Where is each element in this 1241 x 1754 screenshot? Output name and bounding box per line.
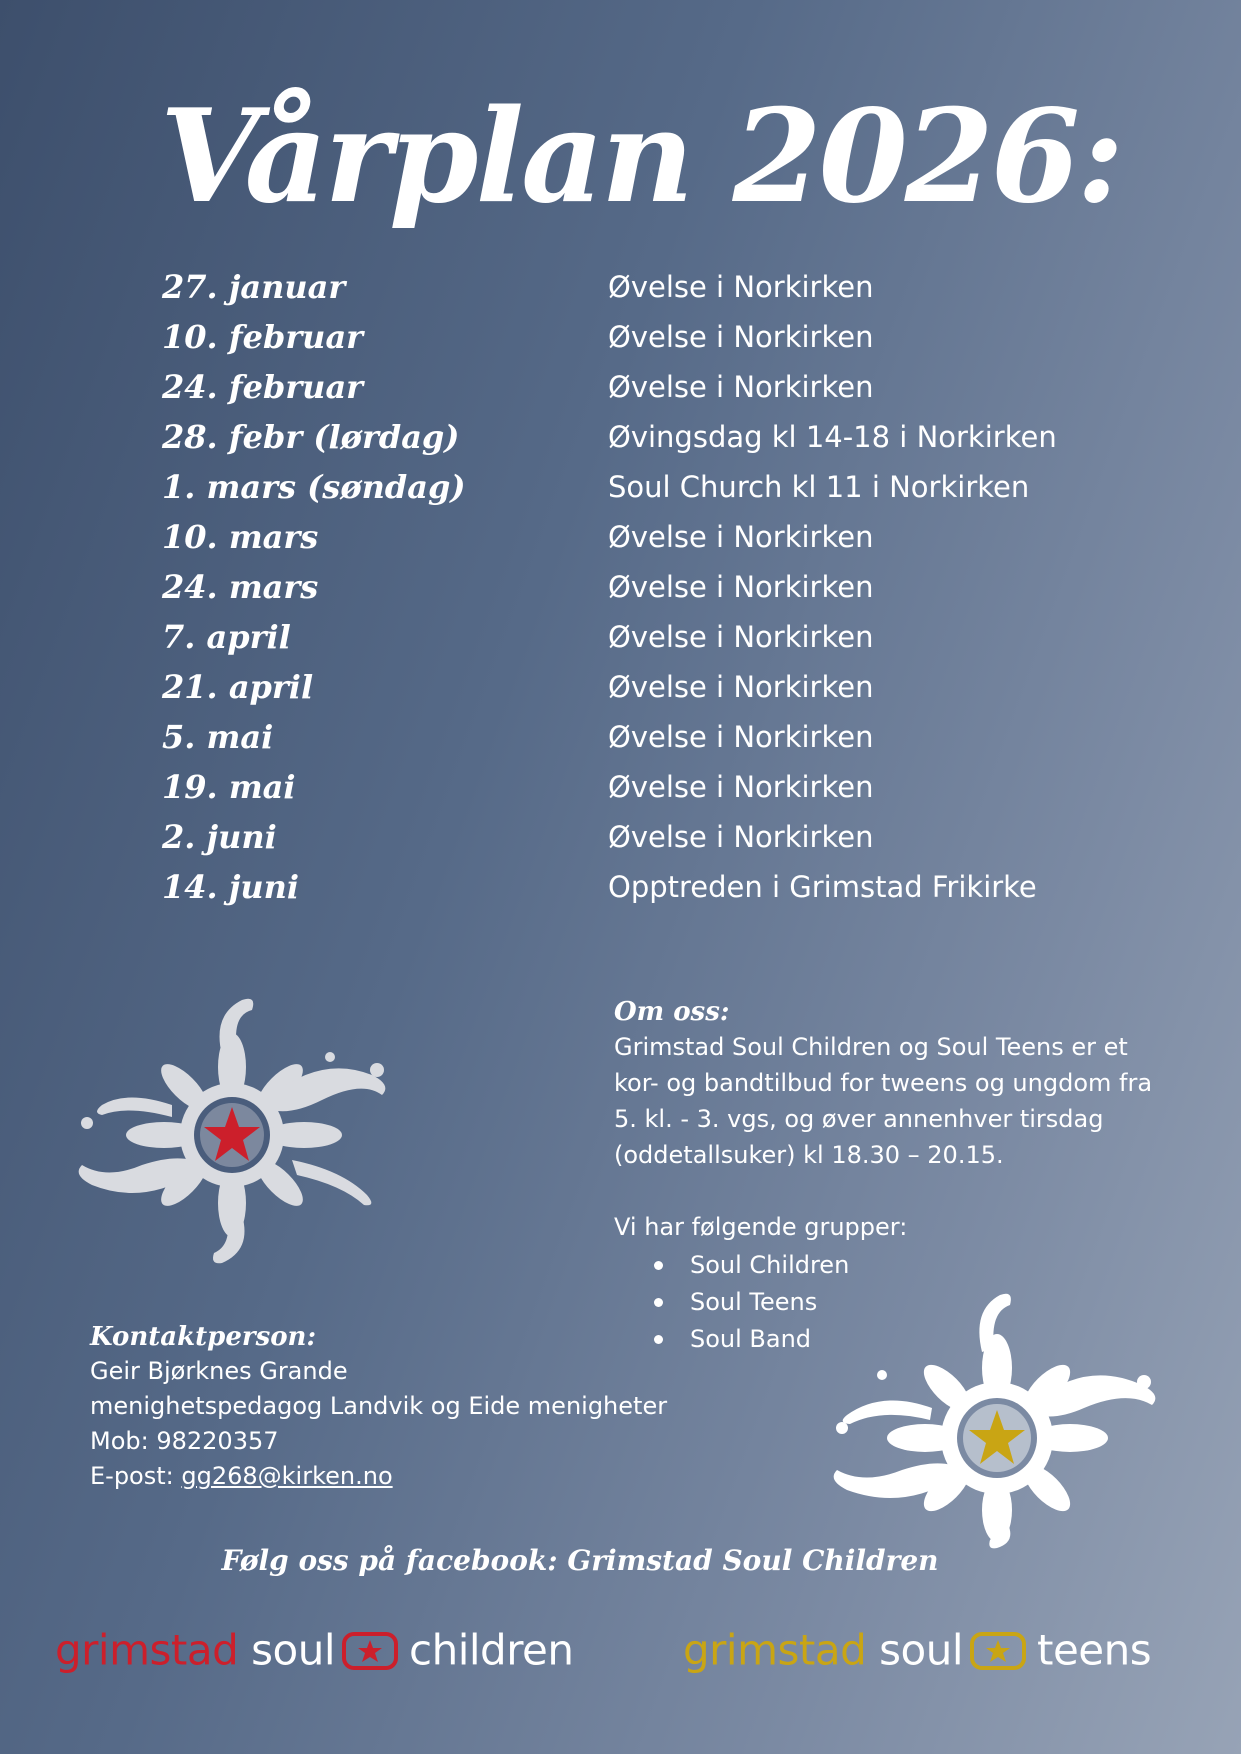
schedule-date: 10. mars <box>162 518 319 556</box>
logo-word-soul: soul <box>251 1625 335 1675</box>
schedule-event: Øvelse i Norkirken <box>608 820 874 854</box>
email-label: E-post: <box>90 1462 182 1490</box>
list-item: Soul Children <box>654 1247 1174 1284</box>
facebook-follow-text: Følg oss på facebook: Grimstad Soul Children <box>221 1544 939 1577</box>
contact-section <box>90 1320 730 1494</box>
schedule-date: 28. febr (lørdag) <box>162 418 460 456</box>
schedule-date: 5. mai <box>162 718 274 756</box>
contact-heading: Kontaktperson: <box>90 1322 317 1352</box>
about-text: Grimstad Soul Children og Soul Teens er et kor- og bandtilbud for tweens og ungdom fra 5. kl. - 3. vgs, og øver annenhver tirsdag (oddetallsuker) kl 18.30 – 20.15. <box>614 1033 1153 1169</box>
schedule-row <box>162 512 1062 562</box>
schedule-date: 14. juni <box>162 868 300 906</box>
logo-word-teens: teens <box>1037 1625 1152 1675</box>
schedule-date: 24. februar <box>162 368 364 406</box>
schedule-date: 2. juni <box>162 818 277 856</box>
logo-word-soul: soul <box>879 1625 963 1675</box>
schedule-event: Soul Church kl 11 i Norkirken <box>608 470 1030 504</box>
schedule-row <box>162 312 1062 362</box>
about-heading: Om oss: <box>614 997 730 1027</box>
schedule-row <box>162 762 1062 812</box>
schedule-event: Øvelse i Norkirken <box>608 720 874 754</box>
schedule-event: Øvelse i Norkirken <box>608 770 874 804</box>
logo-word-children: children <box>409 1625 574 1675</box>
schedule-event: Øvelse i Norkirken <box>608 370 874 404</box>
soul-children-logo <box>55 1618 574 1681</box>
schedule-event: Øvelse i Norkirken <box>608 520 874 554</box>
schedule-date: 24. mars <box>162 568 319 606</box>
contact-email-line <box>90 1459 730 1494</box>
schedule-event: Øvelse i Norkirken <box>608 320 874 354</box>
star-box-icon <box>969 1631 1027 1671</box>
schedule-row <box>162 562 1062 612</box>
schedule-date: 1. mars (søndag) <box>162 468 466 506</box>
schedule-event: Øvelse i Norkirken <box>608 620 874 654</box>
schedule-row <box>162 262 1062 312</box>
schedule-row <box>162 612 1062 662</box>
email-link[interactable]: gg268@kirken.no <box>181 1462 393 1490</box>
groups-title: Vi har følgende grupper: <box>614 1213 908 1241</box>
schedule-row <box>162 462 1062 512</box>
flourish-red-star-icon <box>72 995 412 1265</box>
schedule-list <box>162 262 1062 912</box>
logo-word-grimstad: grimstad <box>55 1625 239 1675</box>
schedule-date: 21. april <box>162 668 314 706</box>
schedule-event: Øvingsdag kl 14-18 i Norkirken <box>608 420 1057 454</box>
contact-phone: Mob: 98220357 <box>90 1427 279 1455</box>
soul-teens-logo <box>683 1618 1151 1681</box>
contact-name: Geir Bjørknes Grande <box>90 1357 348 1385</box>
schedule-row <box>162 862 1062 912</box>
schedule-date: 27. januar <box>162 268 346 306</box>
page-title: Vårplan 2026: <box>160 82 1122 232</box>
contact-role: menighetspedagog Landvik og Eide menigheter <box>90 1392 668 1420</box>
schedule-date: 10. februar <box>162 318 364 356</box>
schedule-event: Øvelse i Norkirken <box>608 570 874 604</box>
list-item: Soul Teens <box>654 1284 1174 1321</box>
schedule-row <box>162 712 1062 762</box>
schedule-date: 19. mai <box>162 768 296 806</box>
flourish-gold-star-icon <box>822 1290 1167 1550</box>
star-box-icon <box>341 1631 399 1671</box>
schedule-event: Øvelse i Norkirken <box>608 670 874 704</box>
list-item: Soul Band <box>654 1321 1174 1358</box>
schedule-row <box>162 412 1062 462</box>
schedule-row <box>162 362 1062 412</box>
schedule-date: 7. april <box>162 618 291 656</box>
logo-word-grimstad: grimstad <box>683 1625 867 1675</box>
schedule-event: Øvelse i Norkirken <box>608 270 874 304</box>
schedule-event: Opptreden i Grimstad Frikirke <box>608 870 1037 904</box>
schedule-row <box>162 812 1062 862</box>
schedule-row <box>162 662 1062 712</box>
